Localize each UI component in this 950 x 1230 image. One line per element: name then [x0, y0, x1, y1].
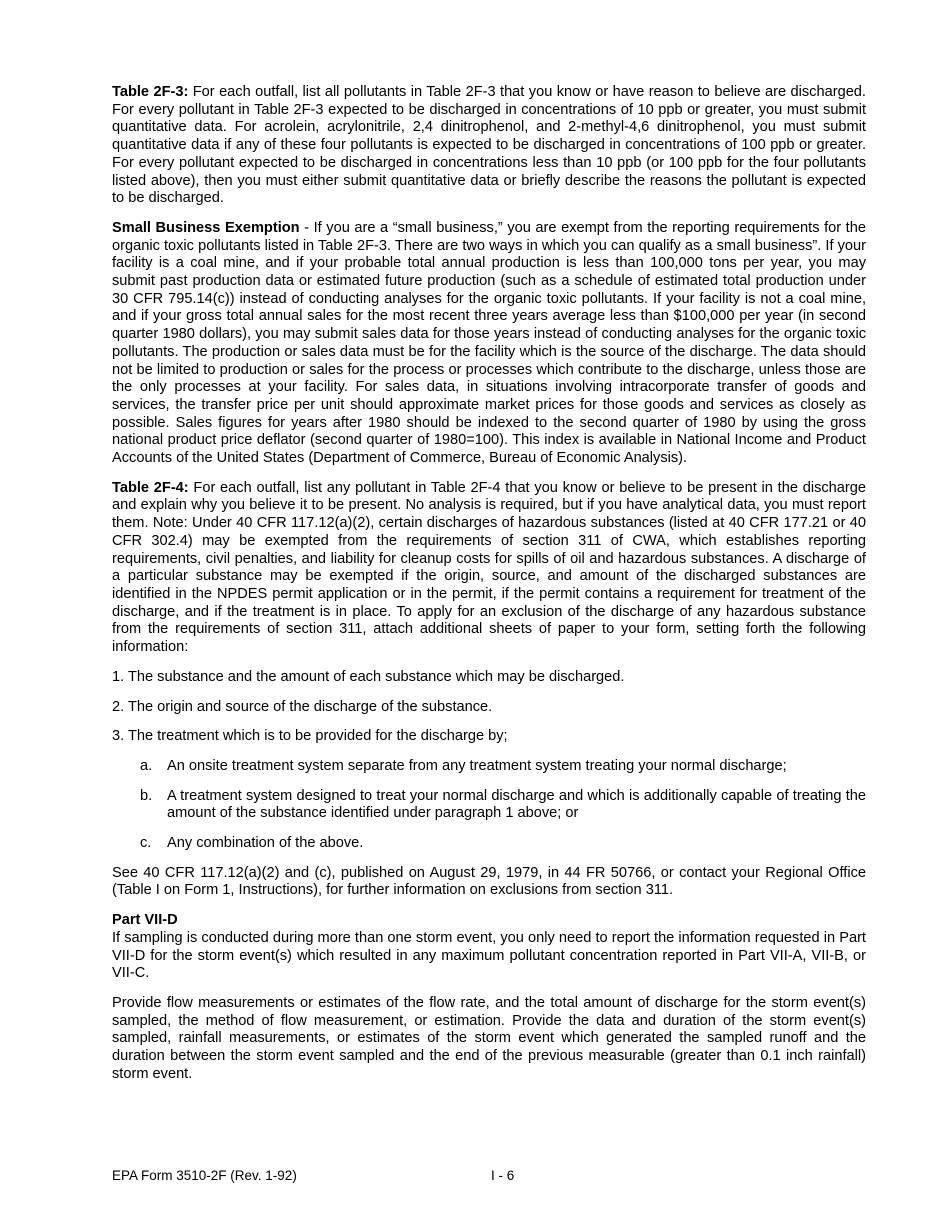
table-2f4-text: For each outfall, list any pollutant in Table 2F-4 that you know or believe to be present in the discharge and explain why you believe it to be present. No analysis is required, but if you have analytical data, you must report them. Note: Under 40 CFR 117.12(a)(2), certain discharges of hazardous substances (listed at 40 CFR 177.21 or 40 CFR 302.4) may be exempted from the requirements of section 311 of CWA, which establishes reporting requirements, civil penalties, and liability for cleanup costs for spills of oil and hazardous substances. A discharge of a particular substance may be exempted if the origin, source, and amount of the discharged substances are identified in the NPDES permit application or in the permit, if the permit contains a requirement for treatment of the discharge, and if the treatment is in place. To apply for an exclusion of the discharge of any hazardous substance from the requirements of section 311, attach additional sheets of paper to your form, setting forth the following information: — [112, 479, 866, 656]
sub-item-c — [112, 835, 866, 853]
numbered-item-2: 2. The origin and source of the discharge of the substance. — [112, 698, 493, 715]
sub-item-a — [112, 758, 866, 776]
table-2f4-label: Table 2F-4: — [112, 479, 189, 496]
part-vii-d-paragraph-2: Provide flow measurements or estimates of the flow rate, and the total amount of discharge for the storm event(s) sampled, the method of flow measurement, or estimation. Provide the data and duration of the storm event(s) sampled, rainfall measurements, or estimates of the storm event which generated the sampled runoff and the duration between the storm event sampled and the end of the previous measurable (greater than 0.1 inch rainfall) storm event. — [112, 994, 866, 1082]
sub-item-label: a. — [140, 757, 153, 774]
sub-item-b — [112, 788, 866, 823]
table-2f3-text: For each outfall, list all pollutants in Table 2F-3 that you know or have reason to believe are discharged. For every pollutant in Table 2F-3 expected to be discharged in concentrations of 10 ppb or greater, you must submit quantitative data. For acrolein, acrylonitrile, 2,4 dinitrophenol, and 2-methyl-4,6 dinitrophenol, you must submit quantitative data if any of these four pollutants is expected to be discharged in concentrations of 100 ppb or greater. For every pollutant expected to be discharged in concentrations less than 10 ppb (or 100 ppb for the four pollutants listed above), then you must either submit quantitative data or briefly describe the reasons the pollutant is expected to be discharged. — [112, 84, 866, 207]
part-vii-d-paragraph-1: If sampling is conducted during more than one storm event, you only need to report the information requested in Part VII-D for the storm event(s) which resulted in any maximum pollutant concentration reported in Part VII-A, VII-B, or VII-C. — [112, 929, 866, 982]
part-vii-d-heading: Part VII-D — [112, 912, 178, 929]
form-number: EPA Form 3510-2F (Rev. 1-92) — [112, 1168, 297, 1183]
small-business-text: - If you are a “small business,” you are exempt from the reporting requirements for the organic toxic pollutants listed in Table 2F-3. There are two ways in which you can qualify as a small business”. If your facility is a coal mine, and if your probable total annual production is less than 100,000 tons per year, you may submit past production data or estimated future production (such as a schedule of estimated total production under 30 CFR 795.14(c)) instead of conducting analyses for the organic toxic pollutants. If your facility is not a coal mine, and if your gross total annual sales for the most recent three years average less than $100,000 per year (in second quarter 1980 dollars), you may submit sales data for those years instead of conducting analyses for the organic toxic pollutants. The production or sales data must be for the facility which is the source of the discharge. The data should not be limited to production or sales for the process or processes which contribute to the discharge, unless those are the only processes at your facility. For sales data, in situations involving intracorporate transfer of goods and services, the transfer price per unit should approximate market prices for those goods and services as closely as possible. Sales figures for years after 1980 should be indexed to the second quarter of 1980 by using the gross national product price deflator (second quarter of 1980=100). This index is available in National Income and Product Accounts of the United States (Department of Commerce, Bureau of Economic Analysis). — [112, 219, 866, 467]
numbered-item-3: 3. The treatment which is to be provided for the discharge by; — [112, 728, 508, 745]
page-number: I - 6 — [491, 1168, 515, 1183]
document-page — [112, 84, 866, 1095]
small-business-label: Small Business Exemption — [112, 219, 300, 236]
small-business-paragraph — [112, 220, 866, 468]
table-2f3-paragraph — [112, 84, 866, 208]
sub-item-text: A treatment system designed to treat your normal discharge and which is additionally capable of treating the amount of the substance identified under paragraph 1 above; or — [167, 787, 866, 822]
sub-item-label: c. — [140, 835, 152, 852]
numbered-item-1: 1. The substance and the amount of each substance which may be discharged. — [112, 668, 625, 685]
see-paragraph: See 40 CFR 117.12(a)(2) and (c), published on August 29, 1979, in 44 FR 50766, or contact your Regional Office (Table I on Form 1, Instructions), for further information on exclusions from section 311. — [112, 864, 866, 899]
table-2f4-paragraph — [112, 480, 866, 657]
sub-item-text: Any combination of the above. — [167, 835, 364, 852]
sub-item-label: b. — [140, 787, 153, 804]
sub-item-text: An onsite treatment system separate from any treatment system treating your normal discharge; — [167, 757, 787, 774]
table-2f3-label: Table 2F-3: — [112, 84, 189, 100]
